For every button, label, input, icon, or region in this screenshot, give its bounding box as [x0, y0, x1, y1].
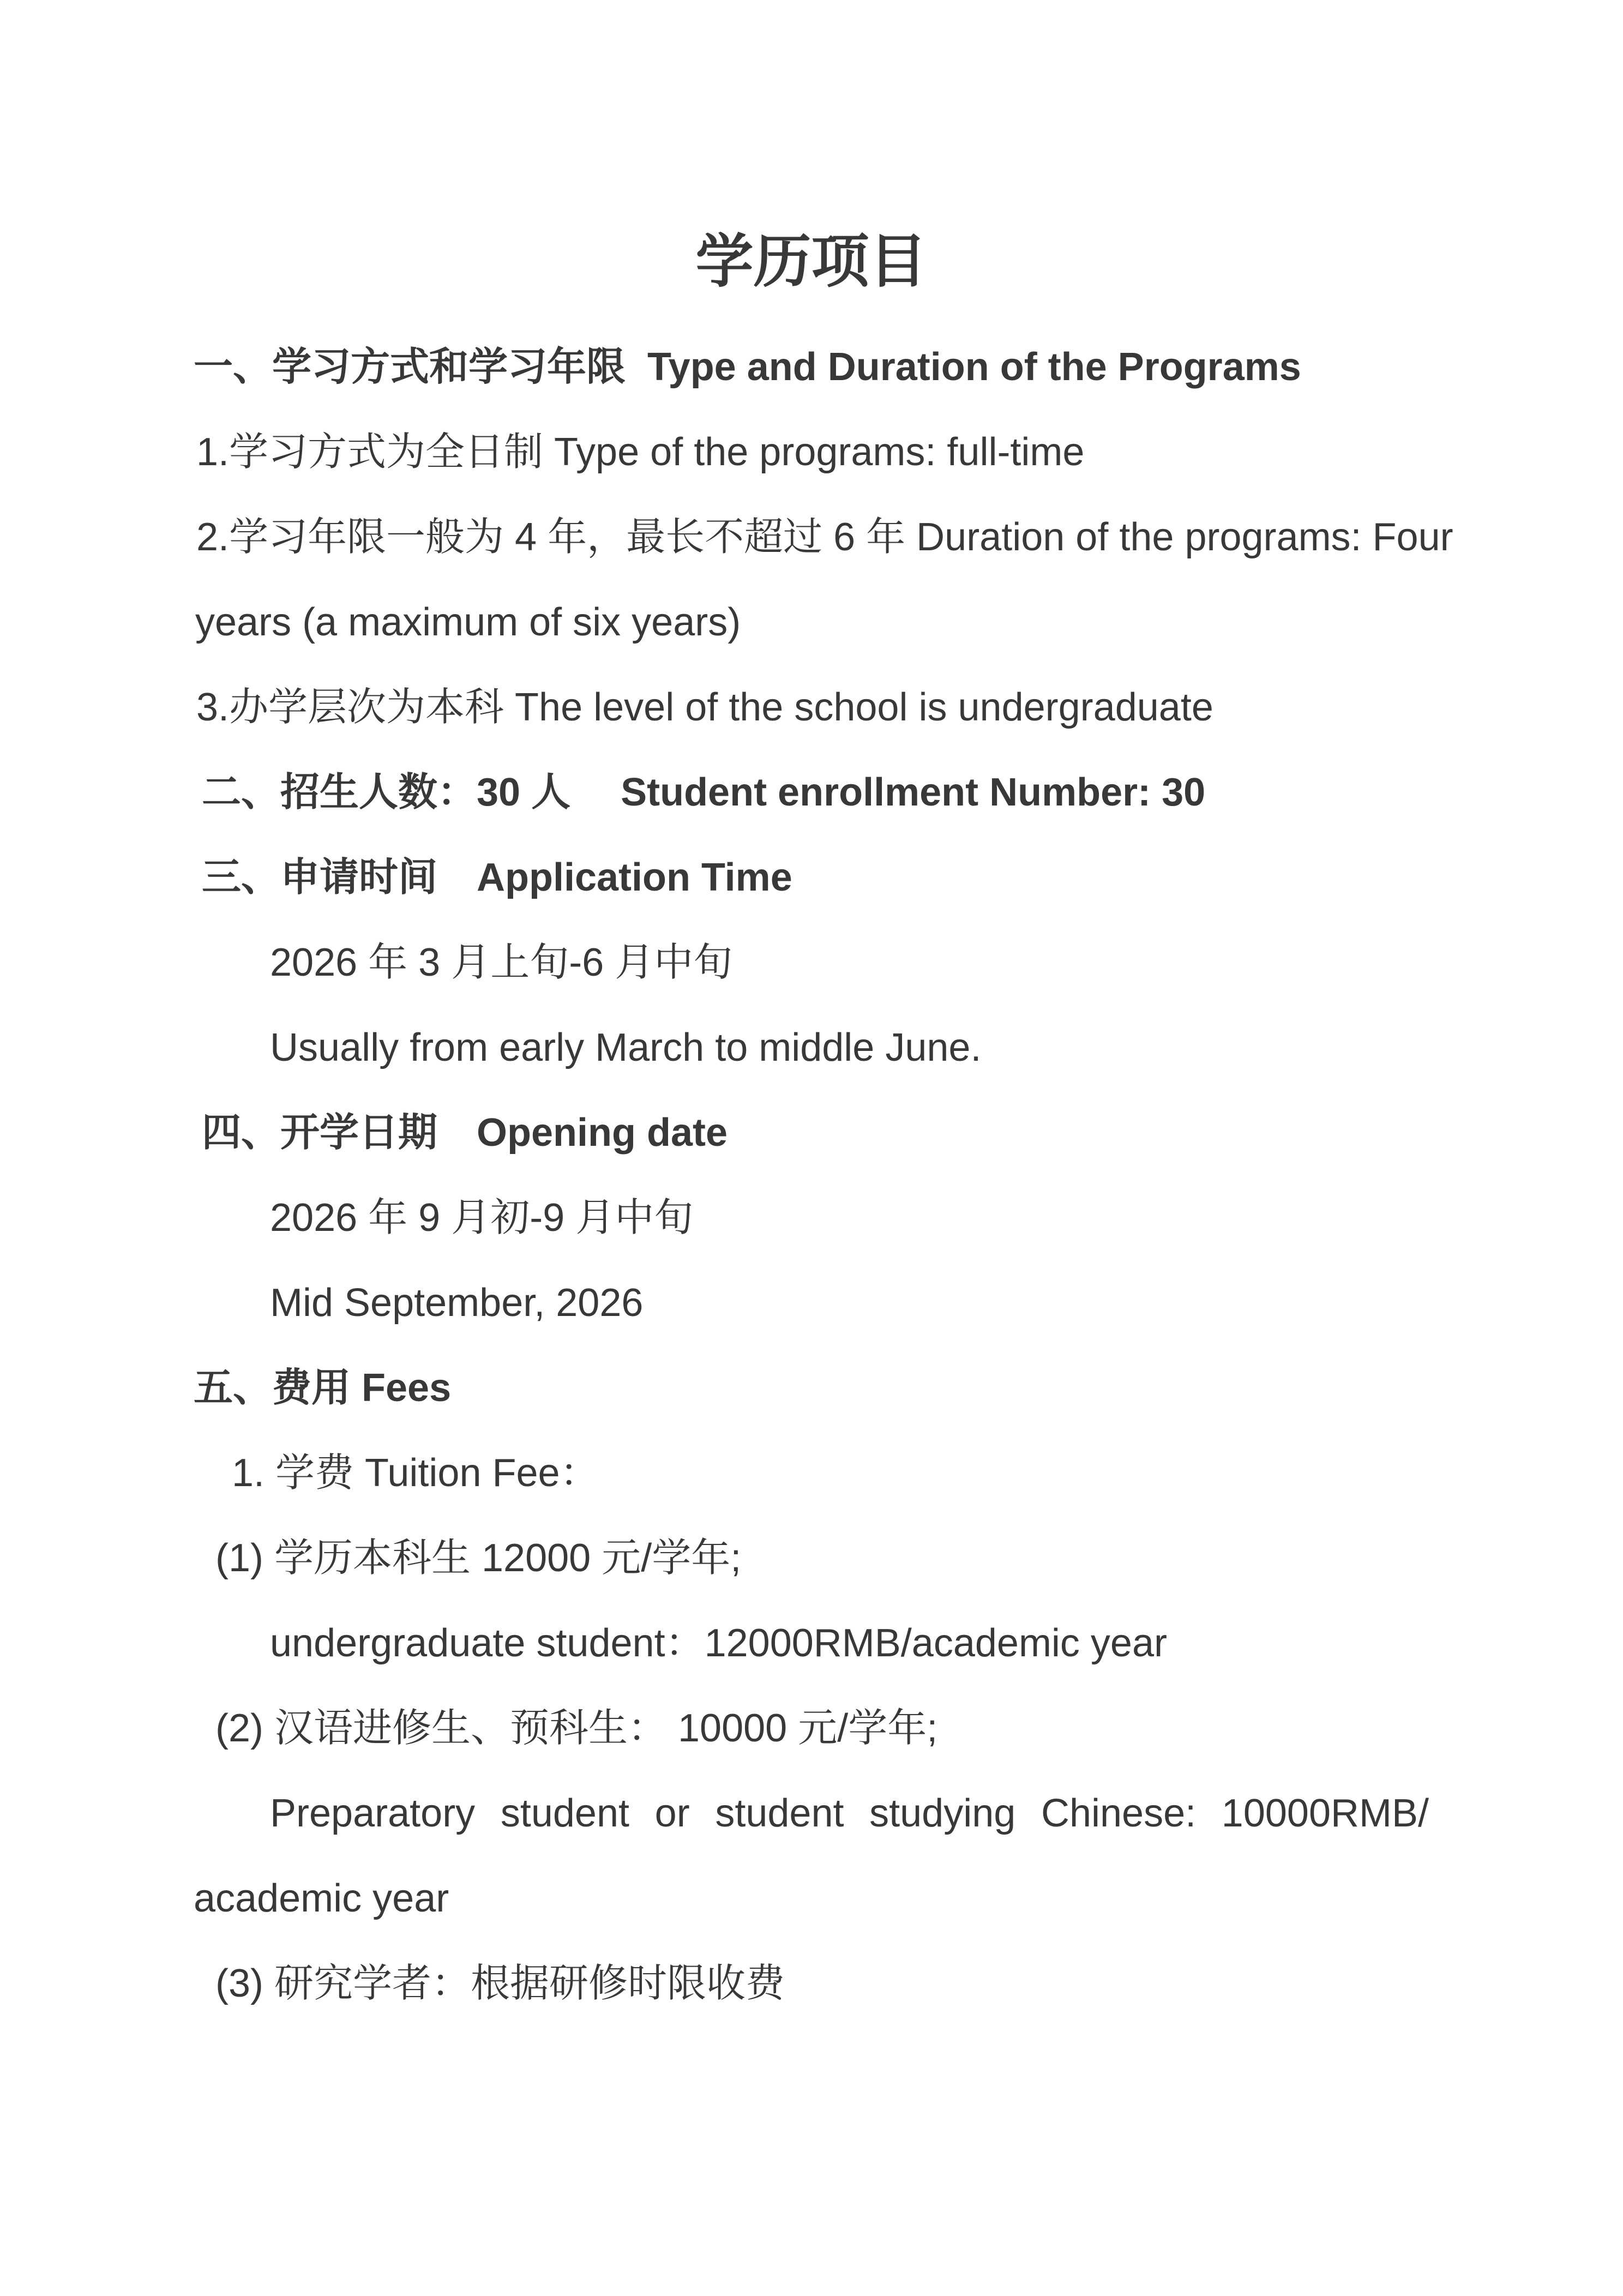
text-line: (2) 汉语进修生、预科生： 10000 元/学年;	[215, 1706, 938, 1750]
text-line: Usually from early March to middle June.	[270, 1026, 982, 1069]
page-title: 学历项目	[695, 230, 927, 294]
text-line: 1.学习方式为全日制 Type of the programs: full-time	[196, 430, 1085, 474]
text-line: Preparatory student or student studying Chinese: 10000RMB/	[270, 1792, 1429, 1835]
text-line: years (a maximum of six years)	[195, 600, 741, 644]
text-line: 二、招生人数：30 人 Student enrollment Number: 30	[202, 771, 1206, 814]
text-line: Mid September, 2026	[270, 1281, 644, 1325]
text-line: 2.学习年限一般为 4 年，最长不超过 6 年 Duration of the programs: Four	[196, 515, 1453, 559]
text-line: 四、开学日期 Opening date	[202, 1111, 728, 1155]
text-line: academic year	[194, 1877, 449, 1920]
text-line: 三、申请时间 Application Time	[202, 856, 792, 899]
text-line: 一、学习方式和学习年限 Type and Duration of the Programs	[194, 345, 1301, 389]
text-line: 3.办学层次为本科 The level of the school is undergraduate	[196, 686, 1213, 729]
text-line: 1. 学费 Tuition Fee：	[232, 1451, 599, 1495]
document-body	[194, 324, 1453, 2026]
text-line: 2026 年 9 月初-9 月中旬	[270, 1196, 694, 1240]
text-line: (1) 学历本科生 12000 元/学年;	[215, 1536, 742, 1580]
text-line: (3) 研究学者：根据研修时限收费	[215, 1962, 785, 2005]
text-line: 五、费用 Fees	[194, 1366, 452, 1410]
text-line: undergraduate student：12000RMB/academic year	[270, 1621, 1167, 1665]
text-line: 2026 年 3 月上旬-6 月中旬	[270, 941, 733, 984]
